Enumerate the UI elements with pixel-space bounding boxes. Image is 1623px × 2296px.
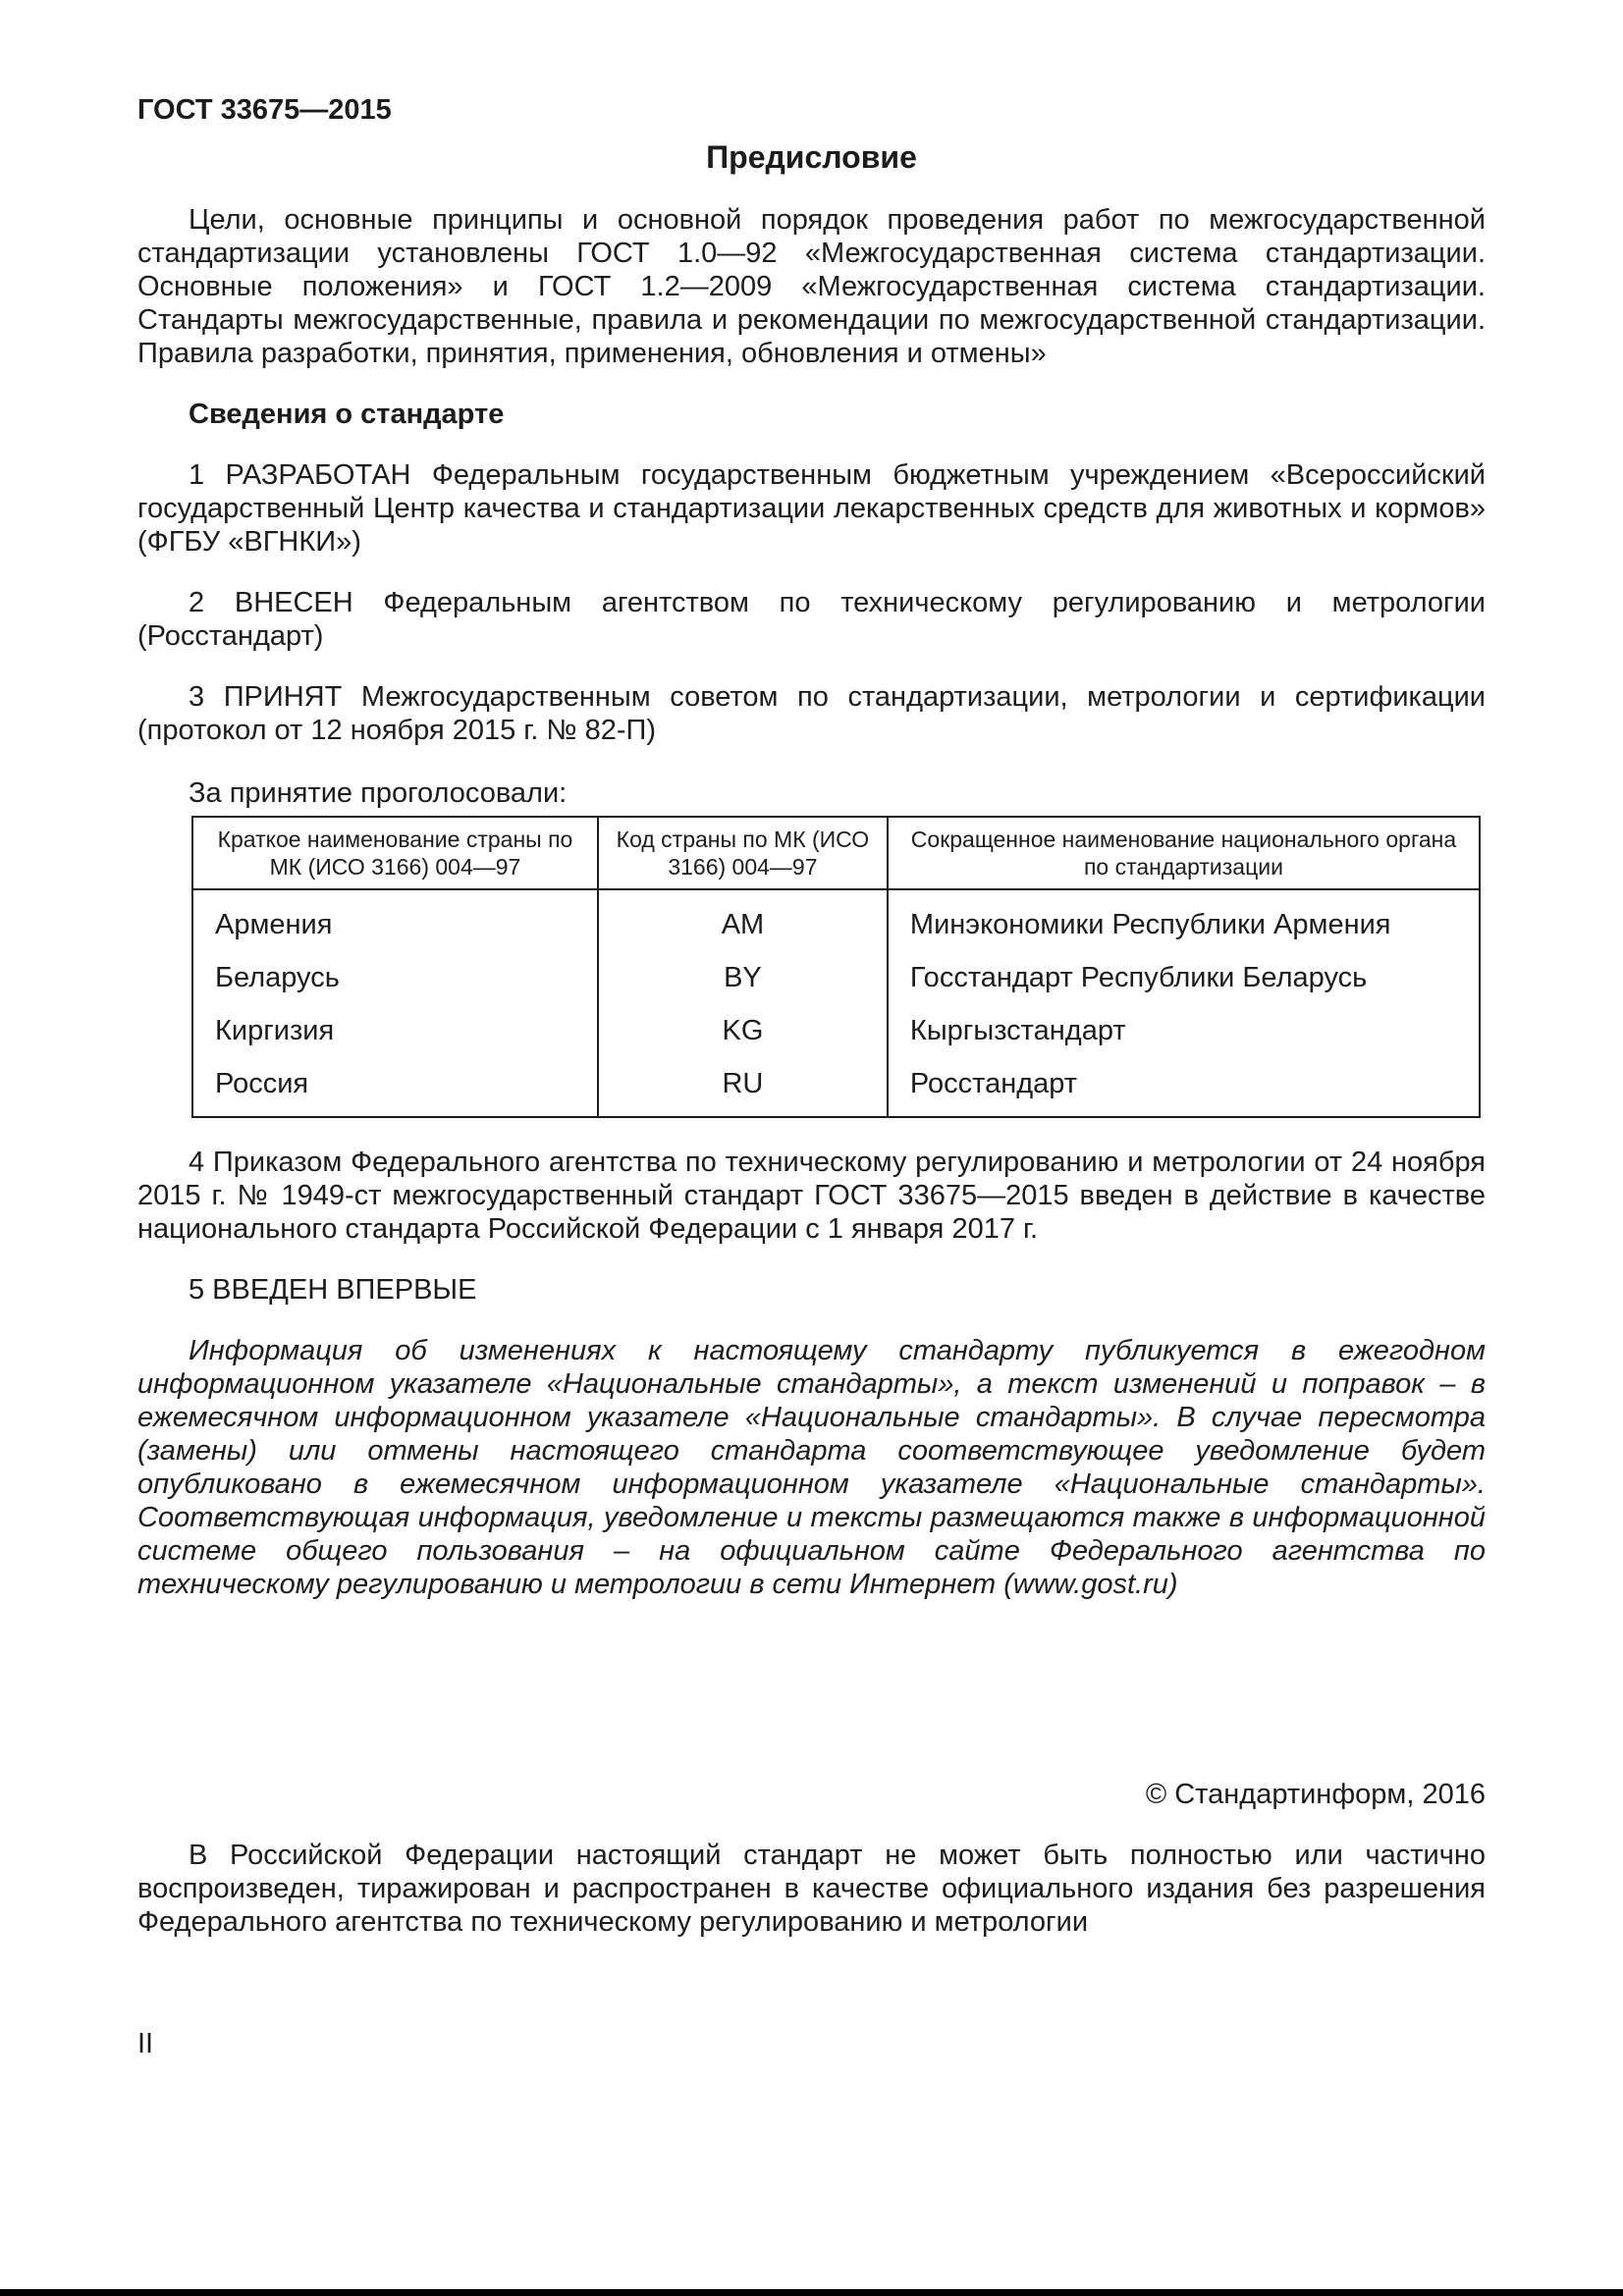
item-introduced: 5 ВВЕДЕН ВПЕРВЫЕ (189, 1274, 477, 1306)
country-cell: Армения (192, 889, 598, 951)
changes-note: Информация об изменениях к настоящему стандарту публикуется в ежегодном информационном указателе «Национальные стандарты», а текст изменений и поправок – в ежемесячном информационном указателе «Национальные стандарты». В случае пересмотра (замены) или отмены настоящего стандарта соответствующее уведомление будет опубликовано в ежемесячном информационном указателе «Национальные стандарты». Соответствующая информация, уведомление и тексты размещаются также в информационной системе общего пользования – на официальном сайте Федерального агентства по техническому регулированию и метрологии в сети Интернет (www.gost.ru) (137, 1335, 1486, 1600)
country-cell: Беларусь (192, 951, 598, 1004)
table-row (192, 951, 1480, 1004)
item-adopted: 3 ПРИНЯТ Межгосударственным советом по стандартизации, метрологии и сертификации (протокол от 12 ноября 2015 г. № 82-П) (137, 681, 1486, 746)
intro-paragraph: Цели, основные принципы и основной порядок проведения работ по межгосударственной стандартизации установлены ГОСТ 1.0—92 «Межгосударственная система стандартизации. Основные положения» и ГОСТ 1.2—2009 «Межгосударственная система стандартизации. Стандарты межгосударственные, правила и рекомендации по межгосударственной стандартизации. Правила разработки, принятия, применения, обновления и отмены» (137, 204, 1486, 369)
item-submitted: 2 ВНЕСЕН Федеральным агентством по техническому регулированию и метрологии (Росстандарт) (137, 587, 1486, 652)
code-cell: AM (598, 889, 888, 951)
item-order: 4 Приказом Федерального агентства по техническому регулированию и метрологии от 24 ноября 2015 г. № 1949-ст межгосударственный стандарт ГОСТ 33675—2015 введен в действие в качестве национального стандарта Российской Федерации с 1 января 2017 г. (137, 1147, 1486, 1245)
copyright-line: © Стандартинформ, 2016 (1145, 1779, 1486, 1810)
table-row (192, 1057, 1480, 1117)
voting-table (191, 816, 1481, 1118)
document-code: ГОСТ 33675—2015 (137, 94, 392, 126)
code-cell: BY (598, 951, 888, 1004)
country-cell: Киргизия (192, 1004, 598, 1057)
org-cell: Кыргызстандарт (888, 1004, 1480, 1057)
org-cell: Росстандарт (888, 1057, 1480, 1117)
header-code: Код страны по МК (ИСО 3166) 004—97 (598, 817, 888, 889)
table-row (192, 889, 1480, 951)
page-title: Предисловие (706, 139, 917, 175)
code-cell: RU (598, 1057, 888, 1117)
country-cell: Россия (192, 1057, 598, 1117)
scan-bottom-edge-line (0, 2289, 1623, 2296)
org-cell: Госстандарт Республики Беларусь (888, 951, 1480, 1004)
header-org: Сокращенное наименование национального органа по стандартизации (888, 817, 1480, 889)
vote-caption: За принятие проголосовали: (189, 777, 568, 809)
standard-info-heading: Сведения о стандарте (189, 399, 505, 430)
table-row (192, 1004, 1480, 1057)
header-country: Краткое наименование страны по МК (ИСО 3166) 004—97 (192, 817, 598, 889)
org-cell: Минэкономики Республики Армения (888, 889, 1480, 951)
page-number: II (137, 2028, 154, 2059)
code-cell: KG (598, 1004, 888, 1057)
table-header-row (192, 817, 1480, 889)
reproduction-note: В Российской Федерации настоящий стандарт не может быть полностью или частично воспроизведен, тиражирован и распространен в качестве официального издания без разрешения Федерального агентства по техническому регулированию и метрологии (137, 1840, 1486, 1938)
item-developed: 1 РАЗРАБОТАН Федеральным государственным бюджетным учреждением «Всероссийский государственный Центр качества и стандартизации лекарственных средств для животных и кормов» (ФГБУ «ВГНКИ») (137, 459, 1486, 558)
